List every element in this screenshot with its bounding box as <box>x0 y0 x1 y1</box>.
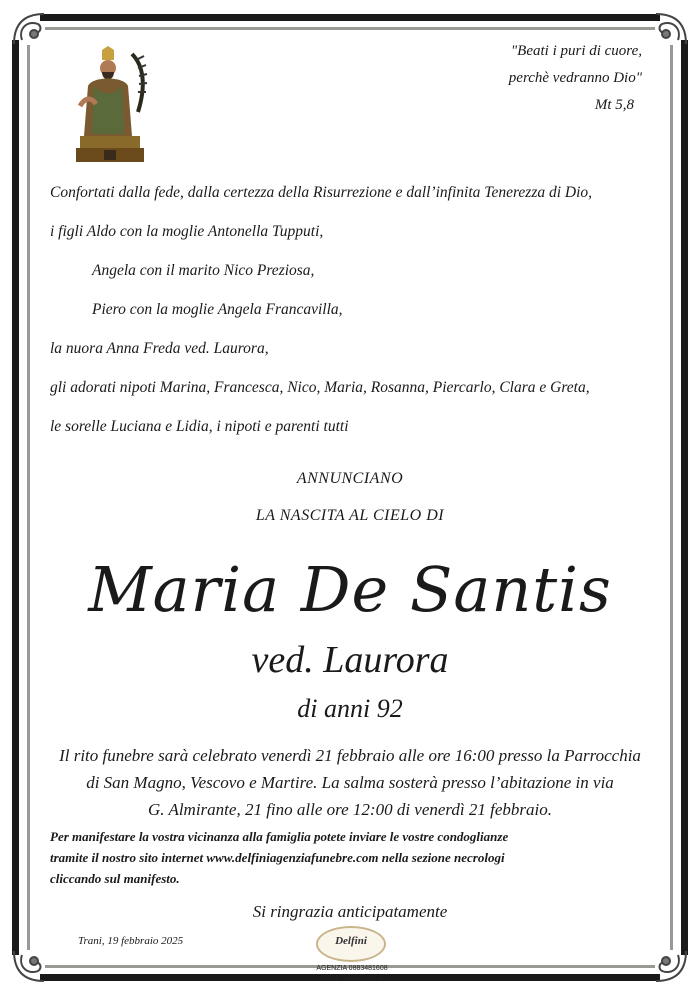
agency-phone: AGENZIA 0883481608 <box>316 965 388 972</box>
bible-quote <box>509 38 642 119</box>
rite-line-1: Il rito funebre sarà celebrato venerdì 21 febbraio alle ore 16:00 presso la Parrocchia <box>59 746 641 765</box>
saint-statue-icon <box>72 46 156 168</box>
condolence-note-line-2: tramite il nostro sito internet www.delfiniagenziafunebre.com nella sezione necrologi <box>50 850 505 865</box>
quote-line-2: perchè vedranno Dio" <box>508 70 642 86</box>
body-line-7: le sorelle Luciana e Lidia, i nipoti e parenti tutti <box>50 418 349 435</box>
body-line-5: la nuora Anna Freda ved. Laurora, <box>50 340 269 357</box>
agency-logo <box>300 926 404 992</box>
body-line-4: Piero con la moglie Angela Francavilla, <box>92 301 343 318</box>
corner-ornament-top-left <box>14 14 44 44</box>
thanks-text: Si ringrazia anticipatamente <box>252 902 448 921</box>
rite-line-3: G. Almirante, 21 fino alle ore 12:00 di venerdì 21 febbraio. <box>147 800 552 819</box>
agency-brand: Delfini <box>335 935 367 947</box>
condolence-note-line-3: cliccando sul manifesto. <box>50 871 180 886</box>
body-line-6: gli adorati nipoti Marina, Francesca, Nico, Maria, Rosanna, Piercarlo, Clara e Greta, <box>50 379 590 396</box>
rite-line-2: di San Magno, Vescovo e Martire. La salma sosterà presso l’abitazione in via <box>86 773 614 792</box>
corner-ornament-top-right <box>656 14 686 44</box>
deceased-name: Maria De Santis <box>88 553 612 626</box>
corner-ornament-bottom-right <box>656 951 686 981</box>
announce-line-1: ANNUNCIANO <box>296 470 404 487</box>
quote-line-1: "Beati i puri di cuore, <box>510 43 642 59</box>
announce-line-2: LA NASCITA AL CIELO DI <box>255 507 445 524</box>
quote-reference: Mt 5,8 <box>594 97 634 113</box>
body-line-1: Confortati dalla fede, dalla certezza della Risurrezione e dall’infinita Tenerezza di Dio, <box>50 184 593 201</box>
body-line-2: i figli Aldo con la moglie Antonella Tupputi, <box>50 223 324 240</box>
deceased-widow-of: ved. Laurora <box>251 639 449 681</box>
notice-date: Trani, 19 febbraio 2025 <box>78 935 184 947</box>
corner-ornament-bottom-left <box>14 951 44 981</box>
body-line-3: Angela con il marito Nico Preziosa, <box>92 262 315 279</box>
deceased-age: di anni 92 <box>297 694 403 723</box>
agency-cell: CELL. 3474808864 <box>321 975 383 982</box>
condolence-note-line-1: Per manifestare la vostra vicinanza alla famiglia potete inviare le vostre condoglianze <box>50 829 509 844</box>
